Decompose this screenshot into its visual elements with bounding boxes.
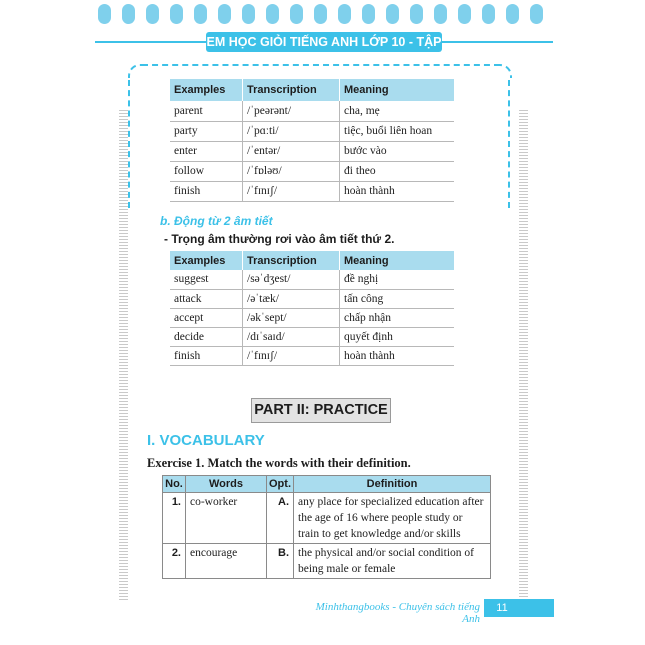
column-header-transcription: Transcription — [243, 79, 340, 101]
part-heading: PART II: PRACTICE — [251, 398, 391, 423]
table-row — [170, 289, 454, 308]
meaning: đi theo — [340, 161, 455, 181]
section-heading-b: b. Động từ 2 âm tiết — [160, 214, 273, 228]
table-row — [163, 493, 491, 544]
column-header-meaning: Meaning — [340, 79, 455, 101]
item-number: 2. — [163, 544, 186, 579]
example-word: attack — [170, 289, 243, 308]
transcription: /dɪˈsaɪd/ — [243, 327, 340, 346]
example-word: party — [170, 121, 243, 141]
page-number: 11 — [496, 602, 508, 614]
example-word: suggest — [170, 270, 243, 289]
stress-rule: - Trọng âm thường rơi vào âm tiết thứ 2. — [164, 232, 395, 246]
table-row — [170, 308, 454, 327]
table-row — [170, 270, 454, 289]
meaning: bước vào — [340, 141, 455, 161]
transcription: /ˈfɪnɪʃ/ — [243, 181, 340, 201]
dashed-frame — [142, 64, 500, 66]
table-row — [163, 544, 491, 579]
example-word: finish — [170, 181, 243, 201]
example-word: decide — [170, 327, 243, 346]
table-row — [170, 327, 454, 346]
column-header-transcription: Transcription — [243, 251, 340, 270]
column-header-definition: Definition — [294, 476, 491, 493]
example-word: follow — [170, 161, 243, 181]
option-letter: B. — [267, 544, 294, 579]
transcription: /əˈtæk/ — [243, 289, 340, 308]
meaning: đề nghị — [340, 270, 455, 289]
transcription: /ˈentər/ — [243, 141, 340, 161]
example-word: finish — [170, 346, 243, 365]
example-word: enter — [170, 141, 243, 161]
meaning: quyết định — [340, 327, 455, 346]
column-header-examples: Examples — [170, 79, 243, 101]
item-number: 1. — [163, 493, 186, 544]
table-row — [170, 141, 454, 161]
dashed-frame-left — [128, 80, 130, 208]
transcription: /ˈpɑːti/ — [243, 121, 340, 141]
meaning: cha, mẹ — [340, 101, 455, 121]
meaning: hoàn thành — [340, 346, 455, 365]
definition-text: any place for specialized education after the age of 16 where people study or train to get knowledge and/or skills — [294, 493, 491, 544]
meaning: tiệc, buổi liên hoan — [340, 121, 455, 141]
exercise-heading: Exercise 1. Match the words with their definition. — [147, 456, 411, 470]
definition-text: the physical and/or social condition of being male or female — [294, 544, 491, 579]
column-header-opt: Opt. — [267, 476, 294, 493]
table-row — [170, 346, 454, 365]
meaning: chấp nhận — [340, 308, 455, 327]
vocabulary-heading: I. VOCABULARY — [147, 432, 265, 449]
margin-stripes-right — [519, 110, 528, 600]
table-row — [170, 101, 454, 121]
column-header-meaning: Meaning — [340, 251, 455, 270]
margin-stripes-left — [119, 110, 128, 600]
example-word: parent — [170, 101, 243, 121]
example-word: accept — [170, 308, 243, 327]
transcription: /ˈfɪnɪʃ/ — [243, 346, 340, 365]
stress-table-2 — [170, 251, 454, 366]
table-row — [170, 161, 454, 181]
meaning: tấn công — [340, 289, 455, 308]
column-header-words: Words — [186, 476, 267, 493]
table-row — [170, 181, 454, 201]
matching-table — [162, 475, 491, 579]
binding-decoration — [98, 4, 550, 24]
transcription: /ˈfɒləʊ/ — [243, 161, 340, 181]
transcription: /ˈpeərənt/ — [243, 101, 340, 121]
item-word: encourage — [186, 544, 267, 579]
transcription: /səˈdʒest/ — [243, 270, 340, 289]
dashed-frame-corner — [128, 64, 144, 78]
option-letter: A. — [267, 493, 294, 544]
item-word: co-worker — [186, 493, 267, 544]
table-row — [170, 121, 454, 141]
page-header-title: EM HỌC GIỎI TIẾNG ANH LỚP 10 - TẬP 2 — [206, 32, 442, 52]
meaning: hoàn thành — [340, 181, 455, 201]
transcription: /əkˈsept/ — [243, 308, 340, 327]
publisher-credit: Minhthangbooks - Chuyên sách tiếng Anh — [315, 601, 480, 625]
column-header-examples: Examples — [170, 251, 243, 270]
stress-table-1 — [170, 79, 454, 202]
dashed-frame-right — [508, 80, 510, 208]
dashed-frame-corner — [496, 64, 512, 78]
column-header-no: No. — [163, 476, 186, 493]
